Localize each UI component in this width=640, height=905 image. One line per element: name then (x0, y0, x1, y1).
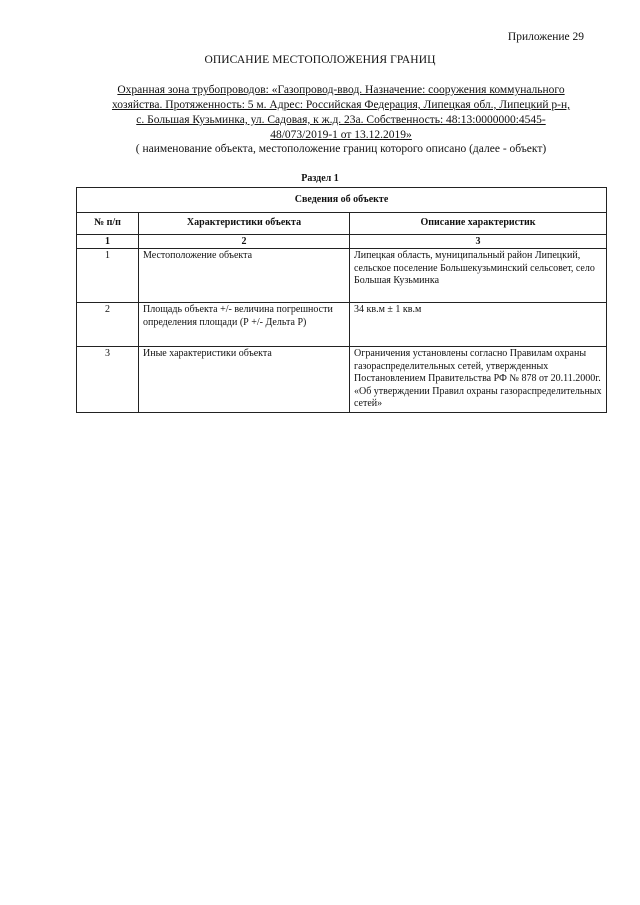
object-description-line: Охранная зона трубопроводов: «Газопровод-ввод. Назначение: сооружения коммунального (117, 84, 565, 96)
column-number-row (77, 235, 607, 249)
row-number: 3 (77, 347, 139, 413)
table-row (77, 249, 607, 303)
document-title: ОПИСАНИЕ МЕСТОПОЛОЖЕНИЯ ГРАНИЦ (204, 54, 436, 66)
table-header-row (77, 213, 607, 235)
object-description-line: с. Большая Кузьминка, ул. Садовая, к ж.д. 23а. Собственность: 48:13:0000000:4545- (136, 114, 546, 126)
column-header-description: Описание характеристик (350, 213, 607, 235)
table-row (77, 303, 607, 347)
object-description-line: 48/073/2019-1 от 13.12.2019» (270, 129, 412, 141)
row-characteristic: Площадь объекта +/- величина погрешности определения площади (Р +/- Дельта Р) (139, 303, 350, 347)
table-title: Сведения об объекте (77, 188, 607, 213)
object-description-line: хозяйства. Протяженность: 5 м. Адрес: Российская Федерация, Липецкая обл., Липецкий р-н, (111, 99, 571, 111)
row-number: 2 (77, 303, 139, 347)
column-number: 1 (77, 235, 139, 249)
column-number: 2 (139, 235, 350, 249)
row-number: 1 (77, 249, 139, 303)
row-description: Ограничения установлены согласно Правилам охраны газораспределительных сетей, утвержденных Постановлением Правительства РФ № 878 от 20.11.2000г. «Об утверждении Правил охраны газораспределительных сетей» (350, 347, 607, 413)
section-title: Раздел 1 (301, 173, 339, 184)
object-description (76, 83, 606, 143)
appendix-label: Приложение 29 (507, 31, 584, 43)
table-row (77, 347, 607, 413)
column-number: 3 (350, 235, 607, 249)
row-description: Липецкая область, муниципальный район Липецкий, сельское поселение Большекузьминский сельсовет, село Большая Кузьминка (350, 249, 607, 303)
object-info-table (76, 187, 607, 413)
object-caption: ( наименование объекта, местоположение границ которого описано (далее - объект) (135, 143, 547, 155)
column-header-number: № п/п (77, 213, 139, 235)
row-description: 34 кв.м ± 1 кв.м (350, 303, 607, 347)
row-characteristic: Иные характеристики объекта (139, 347, 350, 413)
column-header-characteristic: Характеристики объекта (139, 213, 350, 235)
row-characteristic: Местоположение объекта (139, 249, 350, 303)
